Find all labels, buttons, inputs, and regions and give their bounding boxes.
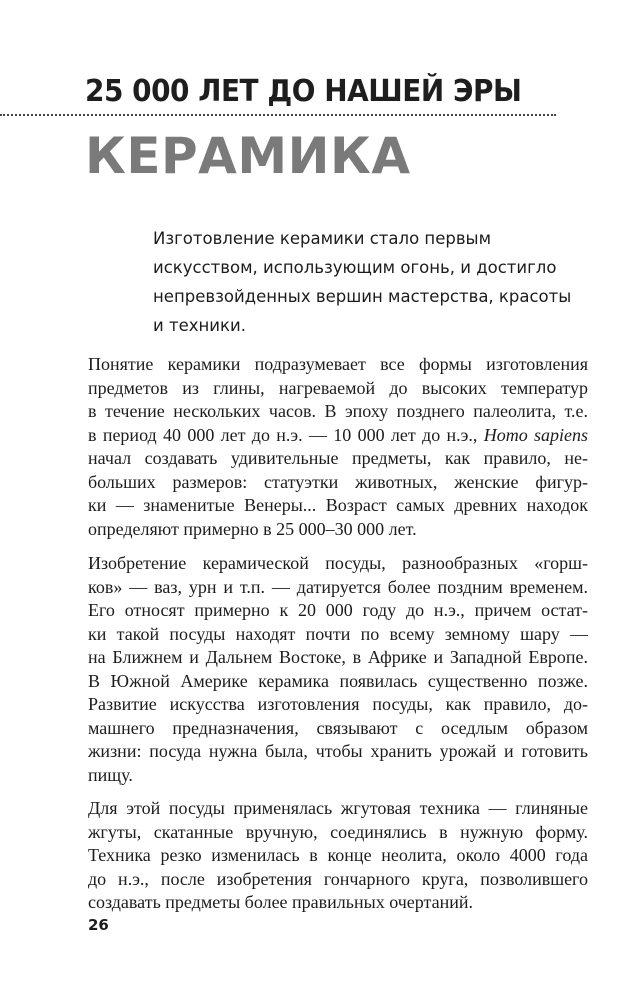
body-paragraph-3 (88, 797, 588, 915)
era-heading: 25 000 ЛЕТ ДО НАШЕЙ ЭРЫ (85, 74, 522, 109)
text-line: создавать предметы более правильных очертаний. (88, 892, 474, 912)
text-line: ки такой посуды находят почти по всему земному шару — (88, 623, 588, 644)
text-segment: в период 40 000 лет до н.э. — 10 000 лет до н.э., (88, 424, 478, 445)
lead-line: и техники. (153, 316, 246, 335)
text-line: начал создавать удивительные предметы, как правило, не- (88, 448, 588, 468)
text-line: Понятие керамики подразумевает все формы изготовления (88, 354, 588, 374)
text-line: предметов из глины, нагреваемой до высоких температур (88, 377, 588, 398)
text-line: жгуты, скатанные вручную, соединялись в нужную форму. (88, 821, 588, 842)
lead-line: искусством, использующим огонь, и достигло (153, 258, 557, 277)
text-line: машнего предназначения, связывают с оседлым образом (88, 717, 588, 738)
body-paragraph-2 (88, 552, 588, 787)
text-line: определяют примерно в 25 000–30 000 лет. (88, 518, 417, 539)
text-line: Изобретение керамической посуды, разнообразных «горш- (88, 553, 588, 573)
text-line: жизни: посуда нужна была, чтобы хранить урожай и готовить (88, 741, 588, 761)
text-line: ков» — ваз, урн и т.п. — датируется более поздним временем. (88, 576, 588, 597)
text-line: Его относят примерно к 20 000 году до н.э., причем остат- (88, 600, 588, 620)
text-line: до н.э., после изобретения гончарного круга, позволившего (88, 868, 588, 889)
page-number: 26 (88, 916, 109, 934)
lead-paragraph (153, 224, 573, 340)
text-line: Развитие искусства изготовления посуды, как правило, до- (88, 694, 588, 714)
text-line: Техника резко изменилась в конце неолита, около 4000 года (88, 845, 588, 865)
italic-term: Homo sapiens (483, 424, 589, 445)
text-line: пищу. (88, 764, 133, 785)
text-line: Для этой посуды применялась жгутовая техника — глиняные (88, 798, 588, 818)
dotted-divider (0, 114, 556, 116)
body-paragraph-1 (88, 353, 588, 541)
lead-line: непревзойденных вершин мастерства, красоты (153, 287, 572, 306)
text-line: на Ближнем и Дальнем Востоке, в Африке и Западной Европе. (88, 647, 588, 667)
text-line: В Южной Америке керамика появилась существенно позже. (88, 670, 588, 691)
lead-line: Изготовление керамики стало первым (153, 229, 492, 248)
text-line: в течение нескольких часов. В эпоху позднего палеолита, т.е. (88, 401, 588, 421)
text-line (88, 424, 588, 448)
text-line: ки — знаменитые Венеры... Возраст самых древних находок (88, 495, 588, 515)
text-line: больших размеров: статуэтки животных, женские фигур- (88, 471, 588, 492)
chapter-title: КЕРАМИКА (85, 127, 411, 185)
